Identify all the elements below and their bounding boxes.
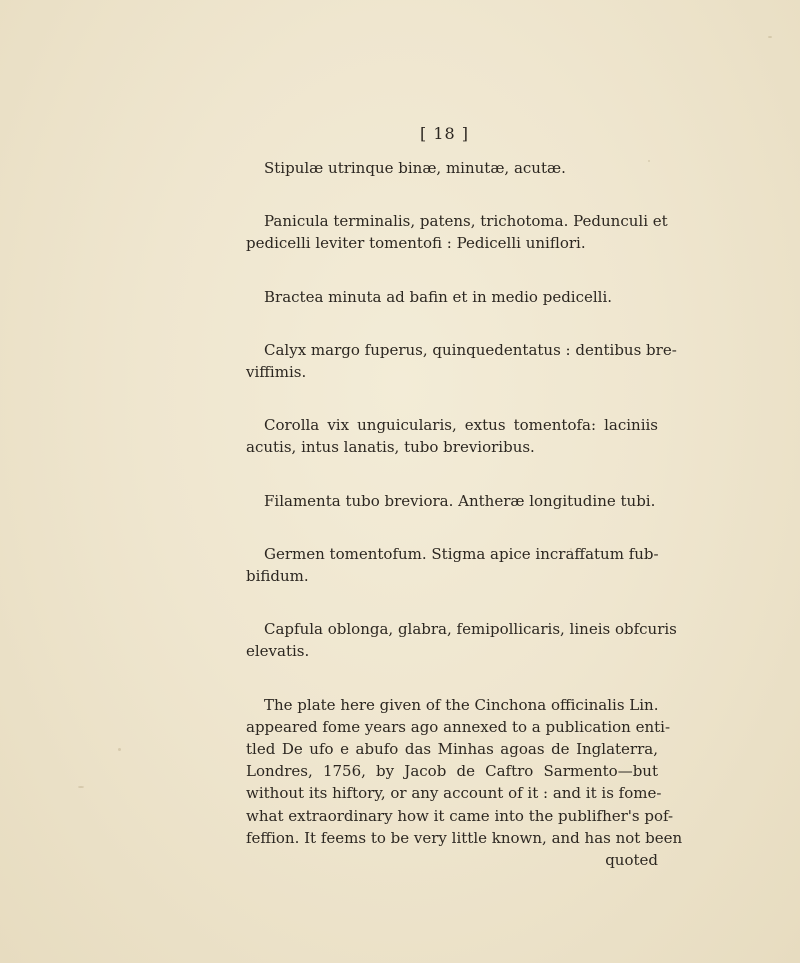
text-line: Stipulæ utrinque binæ, minutæ, acutæ. xyxy=(264,159,566,177)
text-line: elevatis. xyxy=(246,642,310,661)
text-line: what extraordinary how it came into the publifher's pof- xyxy=(246,806,674,825)
text-line: Londres, 1756, by Jacob de Caftro Sarmento—but xyxy=(246,762,658,781)
paper-speck xyxy=(118,748,121,751)
catchword: quoted xyxy=(605,851,658,870)
paragraph-filamenta xyxy=(246,490,658,512)
paper-speck xyxy=(570,548,572,550)
text-line: Filamenta tubo breviora. Antheræ longitudine tubi. xyxy=(264,491,656,510)
text-line: Corolla vix unguicularis, extus tomentofa: laciniis xyxy=(264,416,658,435)
text-line: viffimis. xyxy=(246,363,307,382)
paragraph-germen xyxy=(246,543,658,587)
body-text xyxy=(246,157,683,902)
text-line: Panicula terminalis, patens, trichotoma. Pedunculi et xyxy=(264,212,668,231)
paragraph-bractea xyxy=(246,286,658,308)
text-line: feffion. It feems to be very little known, and has not been xyxy=(246,828,683,847)
text-line: pedicelli leviter tomentofi : Pedicelli uniflori. xyxy=(246,234,586,253)
text-line: without its hiftory, or any account of it : and it is fome- xyxy=(246,784,662,803)
text-line: tled De ufo e abufo das Minhas agoas de Inglaterra, xyxy=(246,740,658,759)
paragraph-calyx xyxy=(246,339,677,383)
text-line: acutis, intus lanatis, tubo brevioribus. xyxy=(246,438,535,457)
paper-speck xyxy=(648,160,650,162)
paragraph-capsula xyxy=(246,618,677,662)
text-line: Bractea minuta ad bafin et in medio pedicelli. xyxy=(264,287,613,306)
paper-speck xyxy=(78,786,84,788)
text-line: Calyx margo fuperus, quinquedentatus : dentibus bre- xyxy=(264,340,677,359)
text-line: appeared fome years ago annexed to a publication enti- xyxy=(246,717,671,736)
page-number: [ 18 ] xyxy=(420,124,470,143)
paragraph-panicula xyxy=(246,210,668,254)
text-line: The plate here given of the Cinchona officinalis Lin. xyxy=(264,695,659,714)
paragraph-corolla xyxy=(246,414,658,458)
paragraph-stipulae xyxy=(246,157,658,179)
text-line: Capfula oblonga, glabra, femipollicaris, lineis obfcuris xyxy=(264,620,677,639)
paper-speck xyxy=(768,36,772,38)
paragraph-plate-history xyxy=(246,694,683,872)
text-line: bifidum. xyxy=(246,567,309,586)
text-line: Germen tomentofum. Stigma apice incraffatum fub- xyxy=(264,544,659,563)
